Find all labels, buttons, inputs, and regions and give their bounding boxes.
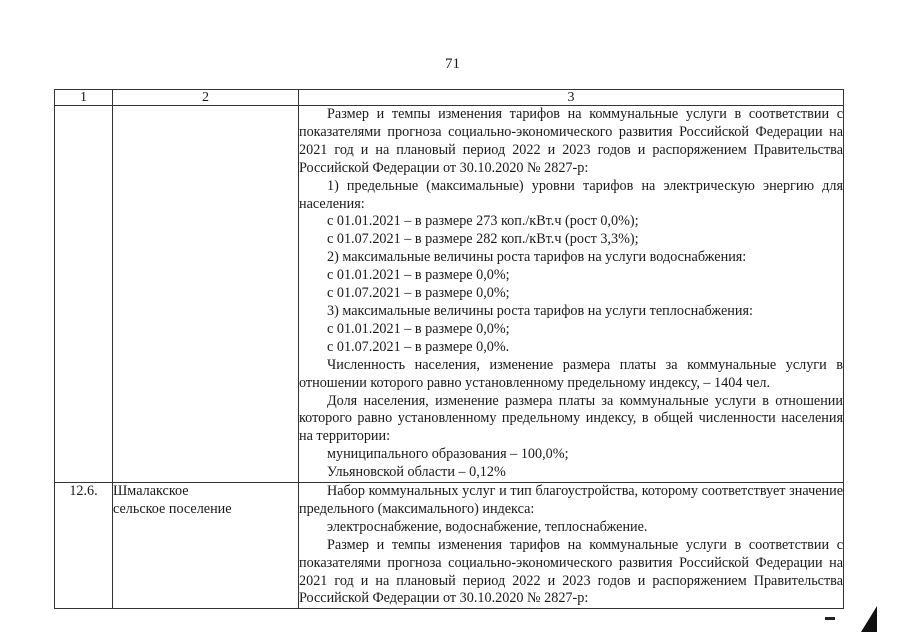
paragraph: Доля населения, изменение размера платы за коммунальные услуги в отношении которого равно установленному предельному индексу, в общей численности населения на территории:: [299, 392, 843, 445]
paragraph: Численность населения, изменение размера платы за коммунальные услуги в отношении которого равно установленному предельному индексу, – 1404 чел.: [299, 356, 843, 391]
column-header-1: 1: [55, 90, 113, 106]
row-content: [299, 106, 844, 483]
page-number: 71: [445, 56, 460, 72]
paragraph: с 01.07.2021 – в размере 0,0%.: [327, 338, 510, 355]
settlement-name-line: Шмалакское: [113, 483, 189, 500]
paragraph: с 01.01.2021 – в размере 0,0%;: [327, 320, 510, 337]
settlement-name: [113, 483, 299, 609]
paragraph: 2) максимальные величины роста тарифов на услуги водоснабжения:: [327, 249, 747, 266]
table-row: [55, 106, 844, 483]
column-header-2: 2: [113, 90, 299, 106]
settlement-name: [113, 106, 299, 483]
paragraph: муниципального образования – 100,0%;: [327, 446, 569, 463]
settlement-name-line: сельское поселение: [113, 500, 232, 517]
paragraph: 3) максимальные величины роста тарифов на услуги теплоснабжения:: [327, 302, 753, 319]
scan-mark: [861, 606, 877, 632]
paragraph: с 01.07.2021 – в размере 0,0%;: [327, 285, 510, 302]
row-number: 12.6.: [55, 483, 113, 609]
paragraph: Размер и темпы изменения тарифов на коммунальные услуги в соответствии с показателями прогноза социально-экономического развития Российской Федерации на 2021 год и на плановый период 2022 и 2023 годов и распоряжением Правительства Российской Федерации от 30.10.2020 № 2827-р:: [299, 536, 843, 607]
row-number: [55, 106, 113, 483]
paragraph: 1) предельные (максимальные) уровни тарифов на электрическую энергию для населения:: [299, 177, 843, 212]
paragraph: Размер и темпы изменения тарифов на коммунальные услуги в соответствии с показателями прогноза социально-экономического развития Российской Федерации на 2021 год и на плановый период 2022 и 2023 годов и распоряжением Правительства Российской Федерации от 30.10.2020 № 2827-р:: [299, 106, 843, 176]
paragraph: Ульяновской области – 0,12%: [327, 464, 506, 481]
row-content: [299, 483, 844, 609]
column-header-3: 3: [299, 90, 844, 106]
paragraph: с 01.01.2021 – в размере 0,0%;: [327, 267, 510, 284]
paragraph: Набор коммунальных услуг и тип благоустройства, которому соответствует значение предельного (максимального) индекса:: [299, 483, 843, 517]
table-header-row: [55, 90, 844, 106]
paragraph: с 01.07.2021 – в размере 282 коп./кВт.ч (рост 3,3%);: [327, 231, 639, 248]
paragraph: с 01.01.2021 – в размере 273 коп./кВт.ч (рост 0,0%);: [327, 213, 639, 230]
tariff-table: [54, 89, 844, 609]
scan-mark: [825, 617, 835, 620]
table-row: [55, 483, 844, 609]
paragraph: электроснабжение, водоснабжение, теплоснабжение.: [327, 518, 648, 535]
